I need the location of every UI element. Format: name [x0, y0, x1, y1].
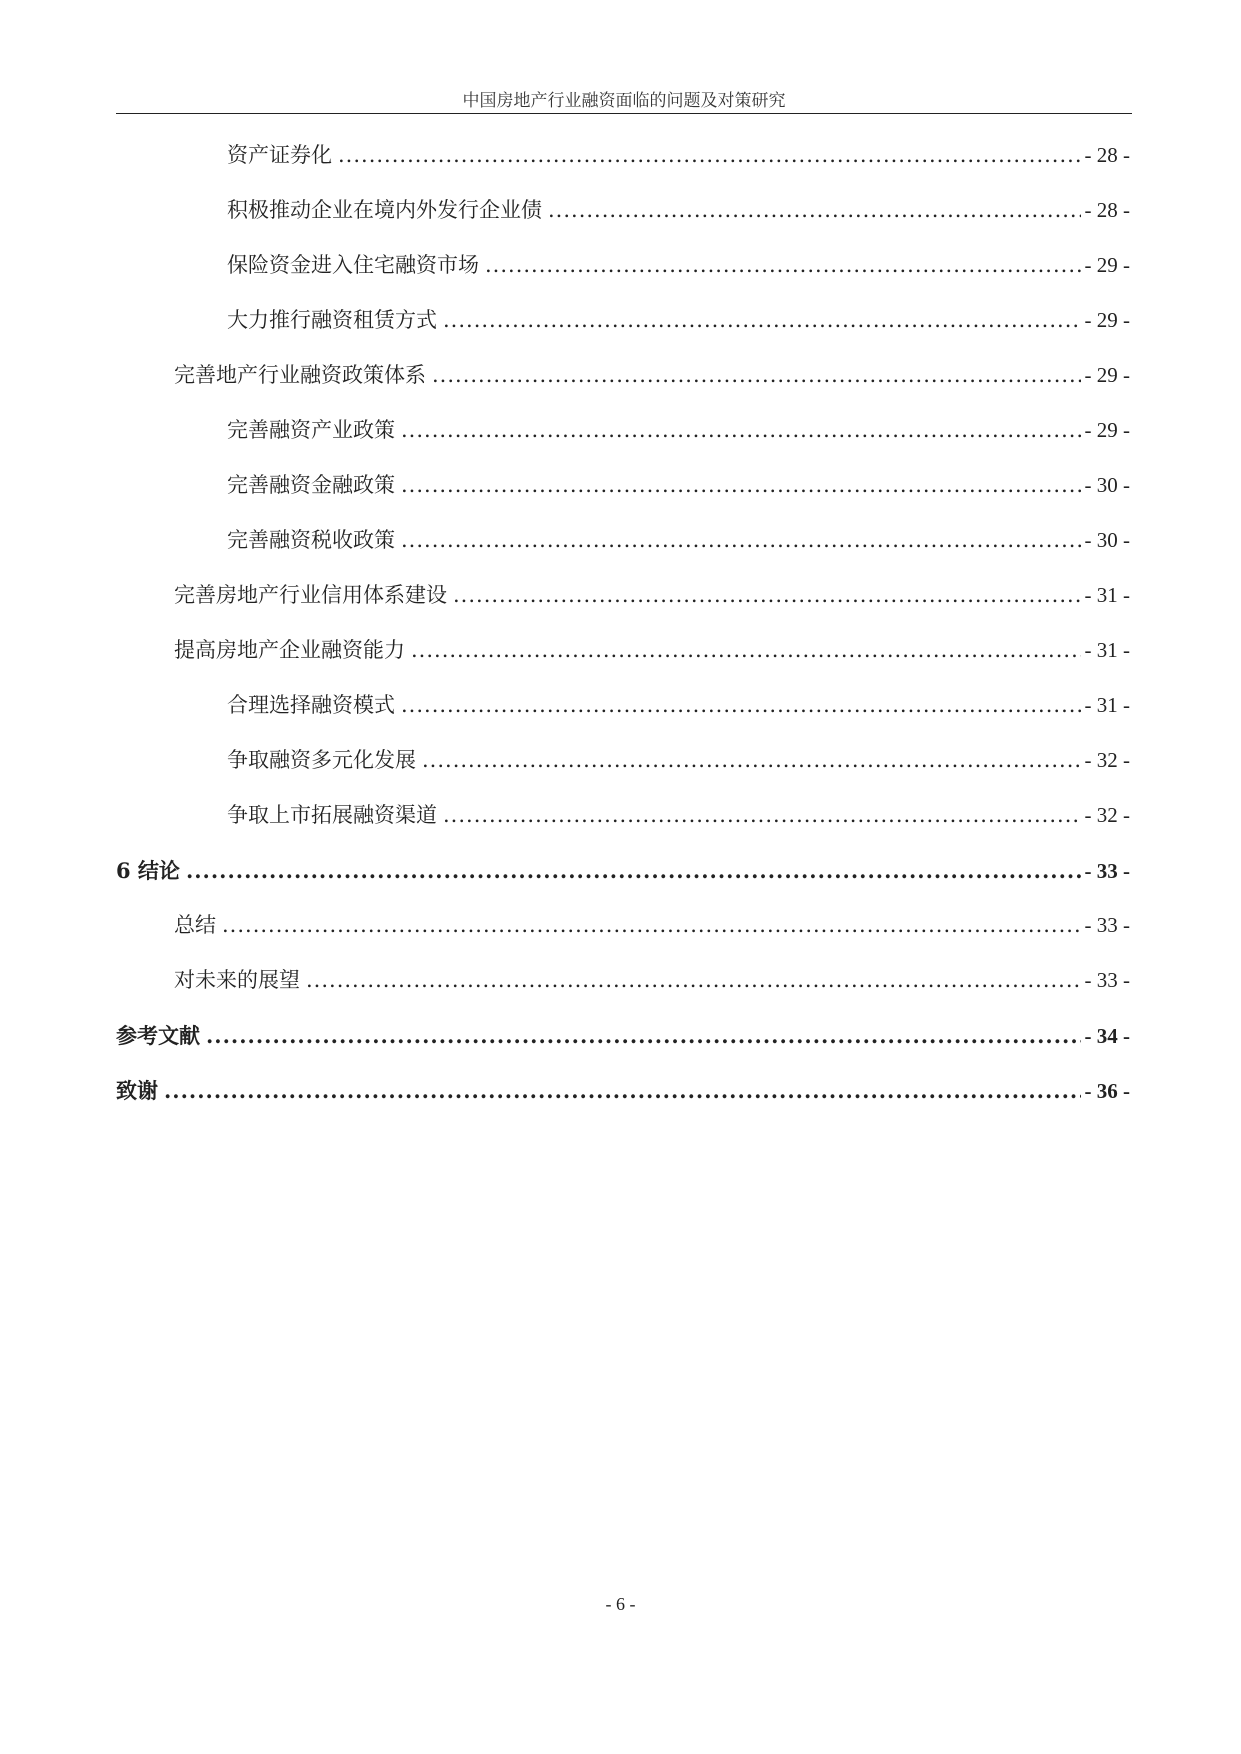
toc-entry-title: 争取融资多元化发展: [227, 748, 416, 772]
footer-page-number: - 6 -: [605, 1594, 636, 1614]
toc-entry-page: - 34 -: [1084, 1024, 1130, 1048]
toc-entry-title: 完善融资产业政策: [227, 418, 395, 442]
toc-entry-title: 提高房地产企业融资能力: [174, 638, 405, 662]
toc-entry[interactable]: [116, 183, 1130, 238]
toc-dot-leader: [338, 128, 1081, 183]
toc-entry-title: 完善地产行业融资政策体系: [174, 363, 426, 387]
toc-entry-page: - 33 -: [1084, 859, 1130, 883]
toc-entry-page: - 30 -: [1084, 528, 1130, 552]
toc-entry-title: 致谢: [116, 1078, 158, 1103]
header-rule: [116, 113, 1132, 114]
toc-entry[interactable]: [116, 1008, 1130, 1063]
toc-entry-page: - 29 -: [1084, 253, 1130, 277]
toc-entry[interactable]: [116, 458, 1130, 513]
toc-dot-leader: [401, 403, 1081, 458]
toc-dot-leader: [401, 513, 1081, 568]
toc-entry-page: - 31 -: [1084, 638, 1130, 662]
toc-dot-leader: [443, 293, 1081, 348]
toc-dot-leader: [186, 843, 1081, 898]
toc-entry[interactable]: [116, 293, 1130, 348]
toc-entry[interactable]: [116, 403, 1130, 458]
toc-entry[interactable]: [116, 128, 1130, 183]
toc-dot-leader: [422, 733, 1081, 788]
toc-entry-title: 参考文献: [116, 1023, 200, 1048]
toc-dot-leader: [222, 898, 1081, 953]
toc-entry-page: - 29 -: [1084, 418, 1130, 442]
toc-entry-page: - 30 -: [1084, 473, 1130, 497]
toc-entry-page: - 28 -: [1084, 198, 1130, 222]
toc-dot-leader: [548, 183, 1081, 238]
toc-dot-leader: [453, 568, 1081, 623]
toc-entry-title: 保险资金进入住宅融资市场: [227, 253, 479, 277]
toc-entry[interactable]: [116, 678, 1130, 733]
toc-entry-page: - 36 -: [1084, 1079, 1130, 1103]
toc-entry-title: 总结: [174, 913, 216, 937]
toc-entry-page: - 33 -: [1084, 968, 1130, 992]
toc-entry[interactable]: [116, 1063, 1130, 1118]
toc-entry-title: 资产证券化: [227, 143, 332, 167]
page-header-title: 中国房地产行业融资面临的问题及对策研究: [462, 91, 786, 111]
toc-dot-leader: [164, 1063, 1081, 1118]
toc-entry-page: - 33 -: [1084, 913, 1130, 937]
toc-entry-title: 完善房地产行业信用体系建设: [174, 583, 447, 607]
table-of-contents: [116, 128, 1130, 1118]
toc-entry-page: - 28 -: [1084, 143, 1130, 167]
toc-entry[interactable]: [116, 623, 1130, 678]
toc-entry-page: - 32 -: [1084, 748, 1130, 772]
toc-entry[interactable]: [116, 513, 1130, 568]
toc-dot-leader: [432, 348, 1081, 403]
toc-entry-title: 争取上市拓展融资渠道: [227, 803, 437, 827]
toc-entry[interactable]: [116, 348, 1130, 403]
toc-dot-leader: [443, 788, 1081, 843]
toc-entry-title: 大力推行融资租赁方式: [227, 308, 437, 332]
toc-entry-title: 积极推动企业在境内外发行企业债: [227, 198, 542, 222]
toc-entry[interactable]: [116, 788, 1130, 843]
toc-entry[interactable]: [116, 898, 1130, 953]
toc-dot-leader: [306, 953, 1081, 1008]
toc-dot-leader: [206, 1008, 1081, 1063]
toc-entry-page: - 29 -: [1084, 308, 1130, 332]
toc-entry-page: - 31 -: [1084, 583, 1130, 607]
toc-entry-page: - 31 -: [1084, 693, 1130, 717]
toc-dot-leader: [401, 678, 1081, 733]
toc-entry-title: 对未来的展望: [174, 968, 300, 992]
toc-entry-title: 6 结论: [116, 858, 180, 883]
toc-entry[interactable]: [116, 568, 1130, 623]
toc-dot-leader: [485, 238, 1081, 293]
toc-dot-leader: [401, 458, 1081, 513]
toc-entry-title: 合理选择融资模式: [227, 693, 395, 717]
toc-entry[interactable]: [116, 238, 1130, 293]
toc-entry[interactable]: [116, 843, 1130, 898]
toc-entry-title: 完善融资金融政策: [227, 473, 395, 497]
toc-entry[interactable]: [116, 953, 1130, 1008]
toc-entry[interactable]: [116, 733, 1130, 788]
toc-entry-page: - 29 -: [1084, 363, 1130, 387]
toc-entry-title: 完善融资税收政策: [227, 528, 395, 552]
toc-entry-page: - 32 -: [1084, 803, 1130, 827]
toc-dot-leader: [411, 623, 1081, 678]
